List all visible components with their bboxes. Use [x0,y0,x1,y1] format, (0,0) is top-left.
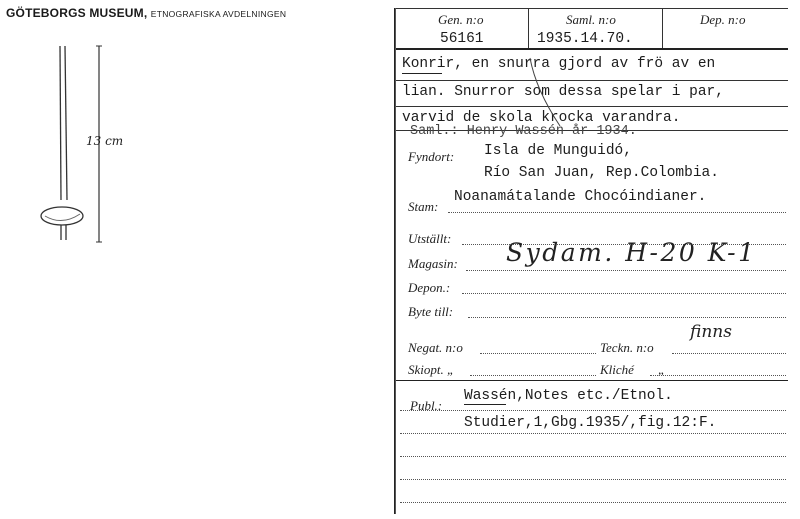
teckn-value: finns [690,322,732,342]
teckn-label: Teckn. n:o [600,340,654,355]
saml-number: 1935.14.70. [537,31,633,47]
depon-label: Depon.: [408,280,451,295]
department-name: ETNOGRAFISKA AVDELNINGEN [150,9,287,19]
wassen-underline [464,404,506,405]
gen-label: Gen. n:o [438,12,484,27]
magasin-label: Magasin: [408,256,458,271]
gen-number: 56161 [440,31,484,47]
description-line-2: lian. Snurror som dessa spelar i par, [402,84,724,100]
museum-name: GÖTEBORGS MUSEUM, [6,6,148,20]
fyndort-label: Fyndort: [408,149,455,164]
description-line-3: varvid de skola krocka varandra. [402,110,681,126]
dep-label: Dep. n:o [700,12,746,27]
stam-label: Stam: [408,199,439,214]
publ-line-2: Studier,1,Gbg.1935/,fig.12:F. [464,415,717,431]
publ-label: Publ.: [410,398,443,413]
negat-label: Negat. n:o [408,340,463,355]
saml-label: Saml. n:o [566,12,616,27]
kliche-label: Kliché [600,362,634,377]
kliche-ditto-mark: „ [658,362,666,377]
measurement-note: 13 cm [86,134,124,148]
magasin-value: Sydam. H-20 K-1 [506,238,757,267]
byte-label: Byte till: [408,304,454,319]
stam-value: Noanamátalande Chocóindianer. [454,189,707,205]
description-line-1: Konrir, en snurra gjord av frö av en [402,56,716,72]
skiopt-label: Skiopt. „ [408,362,455,377]
fyndort-line-2: Río San Juan, Rep.Colombia. [484,165,719,181]
collector-line: Saml.: Henry Wassén år 1934. [410,124,637,139]
fyndort-line-1: Isla de Munguidó, [484,143,632,159]
utstallt-label: Utställt: [408,231,452,246]
publ-line-1: Wassén,Notes etc./Etnol. [464,388,673,404]
